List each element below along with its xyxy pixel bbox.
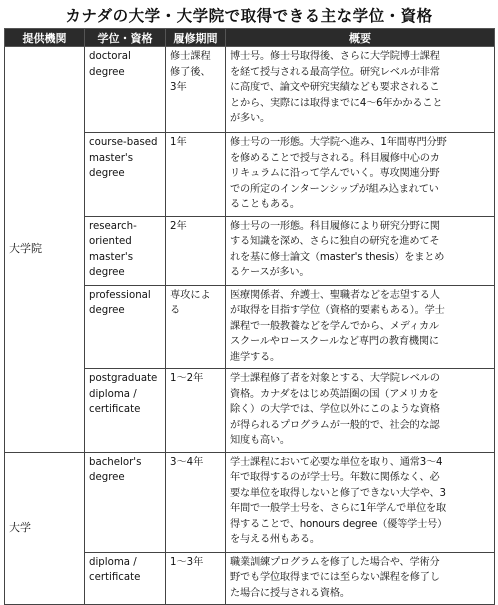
period-cell: 1〜3年: [166, 552, 226, 605]
degree-cell: professional degree: [85, 285, 166, 369]
period-cell: 1〜2年: [166, 369, 226, 453]
period-cell: 2年: [166, 216, 226, 285]
period-cell: 3〜4年: [166, 452, 226, 552]
institution-cell: 大学院: [5, 47, 85, 453]
degree-cell: doctoral degree: [85, 47, 166, 133]
description-cell: 医療関係者、弁護士、聖職者などを志望する人 が取得を目指す学位（資格的要素もある）。学士 課程で一般教養などを学んでから、メディカル スクールやロースクールなど専門の教育機関に 進学する。: [226, 285, 495, 369]
table-header-row: [5, 29, 495, 47]
degrees-table: [4, 28, 495, 605]
header-degree: 学位・資格: [85, 29, 166, 47]
header-summary: 概要: [226, 29, 495, 47]
degree-cell: bachelor's degree: [85, 452, 166, 552]
period-cell: 専攻によ る: [166, 285, 226, 369]
description-cell: 学士課程修了者を対象とする、大学院レベルの 資格。カナダをはじめ英語圏の国（アメリカを 除く）の大学では、学位以外にこのような資格 が得られるプログラムが一般的で、社会的な認 知度も高い。: [226, 369, 495, 453]
table-row: [5, 47, 495, 133]
table-row: [5, 452, 495, 552]
description-cell: 職業訓練プログラムを修了した場合や、学術分 野でも学位取得までには至らない課程を修了し た場合に授与される資格。: [226, 552, 495, 605]
description-cell: 修士号の一形態。大学院へ進み、1年間専門分野 を修めることで授与される。科目履修中心のカ リキュラムに沿って学んでいく。専攻関連分野 での所定のインターンシップが組み込まれてい ることもある。: [226, 133, 495, 217]
header-period: 履修期間: [166, 29, 226, 47]
degree-cell: course-based master's degree: [85, 133, 166, 217]
institution-cell: 大学: [5, 452, 85, 605]
period-cell: 修士課程 修了後、 3年: [166, 47, 226, 133]
period-cell: 1年: [166, 133, 226, 217]
page-title: カナダの大学・大学院で取得できる主な学位・資格: [65, 7, 433, 25]
description-cell: 修士号の一形態。科目履修により研究分野に関 する知識を深め、さらに独自の研究を進めてそ れを基に修士論文（master's thesis）をまとめ るケースが多い。: [226, 216, 495, 285]
degree-cell: research- oriented master's degree: [85, 216, 166, 285]
degree-cell: postgraduate diploma / certificate: [85, 369, 166, 453]
header-institution: 提供機関: [5, 29, 85, 47]
degree-cell: diploma / certificate: [85, 552, 166, 605]
description-cell: 学士課程において必要な単位を取り、通常3〜4 年で取得するのが学士号。年数に関係なく、必 要な単位を取得しないと修了できない大学や、3 年間で一般学士号を、さらに1年学んで単位を取 得することで、honours degree（優等学士号） を与える州もある。: [226, 452, 495, 552]
description-cell: 博士号。修士号取得後、さらに大学院博士課程 を経て授与される最高学位。研究レベルが非常 に高度で、論文や研究実績なども要求されるこ とから、実際には取得までに4〜6年かかること が多い。: [226, 47, 495, 133]
